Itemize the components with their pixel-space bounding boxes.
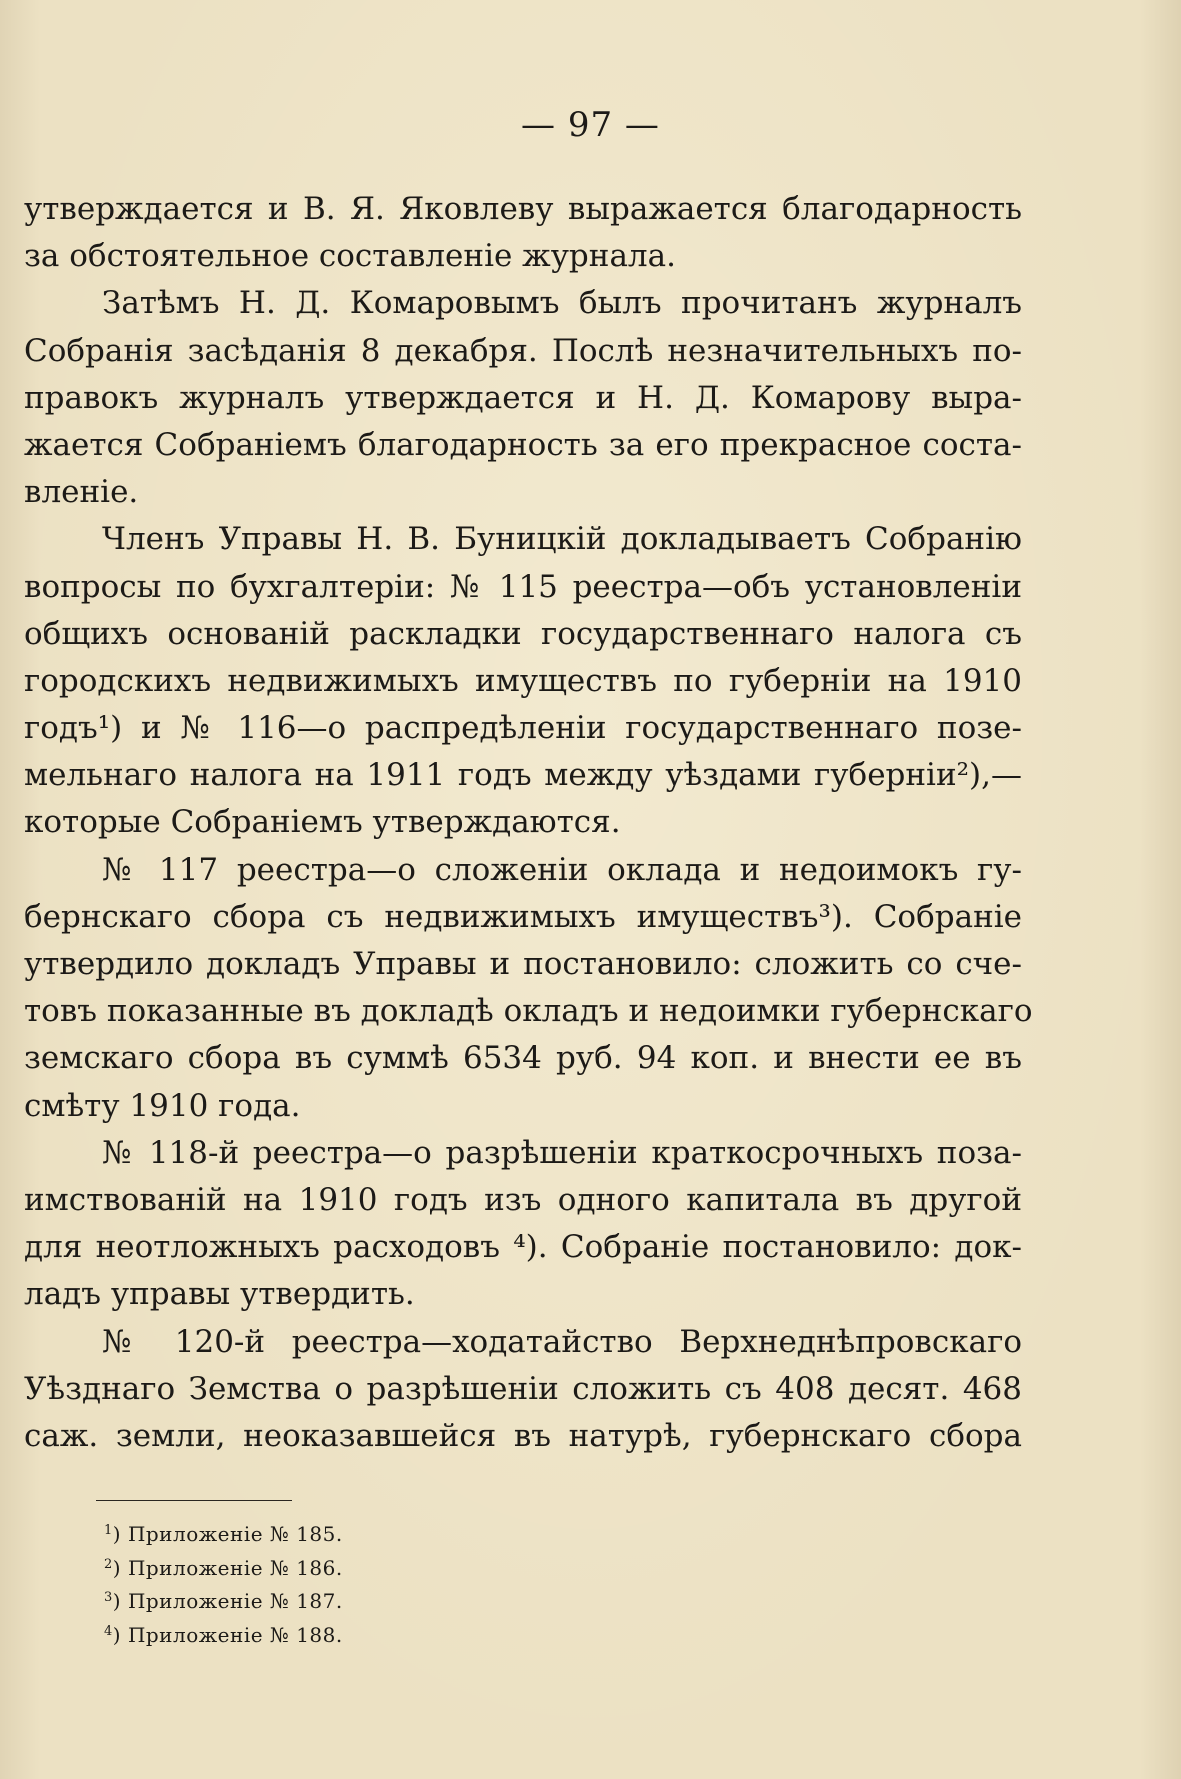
text-line: Затѣмъ Н. Д. Комаровымъ былъ прочитанъ журналъ [102, 285, 1022, 322]
text-line: смѣту 1910 года. [24, 1087, 301, 1124]
footnote-item [104, 1619, 604, 1653]
text-line: Членъ Управы Н. В. Буницкій докладываетъ Собранію [102, 521, 1022, 558]
text-line: имствованій на 1910 годъ изъ одного капитала въ другой [24, 1181, 1022, 1218]
footnote-mark: 1 [104, 1523, 113, 1538]
text-line: Собранія засѣданія 8 декабря. Послѣ незначительныхъ по- [24, 332, 1022, 369]
text-line: годъ¹) и № 116—о распредѣленіи государственнаго позе- [24, 710, 1022, 747]
text-line: общихъ основаній раскладки государственнаго налога съ [24, 615, 1022, 652]
footnote-mark: 2 [104, 1556, 113, 1572]
footnotes [104, 1518, 604, 1652]
text-line: № 120-й реестра—ходатайство Верхнеднѣпровскаго [102, 1323, 1022, 1360]
text-line: Уѣзднаго Земства о разрѣшеніи сложить съ 408 десят. 468 [24, 1370, 1022, 1407]
text-line: городскихъ недвижимыхъ имуществъ по губерніи на 1910 [24, 662, 1022, 699]
text-line: утверждается и В. Я. Яковлеву выражается благодарность [24, 191, 1022, 227]
footnote-text: ) Приложеніе № 187. [112, 1589, 343, 1613]
footnote-text: ) Приложеніе № 188. [112, 1622, 343, 1647]
text-line: № 117 реестра—о сложеніи оклада и недоимокъ гу- [102, 851, 1022, 888]
footnote-mark: 3 [104, 1590, 113, 1605]
text-line: саж. земли, неоказавшейся въ натурѣ, губернскаго сбора [24, 1417, 1022, 1454]
text-line: мельнаго налога на 1911 годъ между уѣздами губерніи²),— [24, 757, 1022, 794]
footnote-text: ) Приложеніе № 185. [112, 1522, 343, 1546]
footnote-item [104, 1552, 604, 1586]
footnote-separator [96, 1500, 292, 1501]
page-number: — 97 — [521, 105, 660, 145]
text-line: которые Собраніемъ утверждаются. [24, 804, 621, 841]
text-line: правокъ журналъ утверждается и Н. Д. Комарову выра- [24, 379, 1022, 416]
text-line: ладъ управы утвердить. [24, 1276, 415, 1313]
text-line: № 118-й реестра—о разрѣшеніи краткосрочныхъ поза- [102, 1134, 1022, 1171]
text-line: земскаго сбора въ суммѣ 6534 руб. 94 коп. и внести ее въ [24, 1040, 1022, 1077]
text-line: бернскаго сбора съ недвижимыхъ имуществъ³). Собраніе [24, 898, 1022, 935]
text-line: вленіе. [24, 474, 139, 511]
text-line: жается Собраніемъ благодарность за его прекрасное соста- [24, 426, 1022, 463]
text-line: вопросы по бухгалтеріи: № 115 реестра—объ установленіи [24, 568, 1022, 605]
text-line: утвердило докладъ Управы и постановило: сложить со сче- [24, 946, 1022, 982]
text-line: для неотложныхъ расходовъ ⁴). Собраніе постановило: док- [24, 1229, 1022, 1266]
footnote-item [104, 1518, 604, 1552]
footnote-mark: 4 [104, 1623, 113, 1639]
text-line: за обстоятельное составленіе журнала. [24, 238, 676, 275]
body-text [24, 186, 1033, 1460]
text-line: товъ показанные въ докладѣ окладъ и недоимки губернскаго [24, 993, 1033, 1030]
footnote-text: ) Приложеніе № 186. [112, 1555, 343, 1580]
footnote-item [104, 1585, 604, 1619]
